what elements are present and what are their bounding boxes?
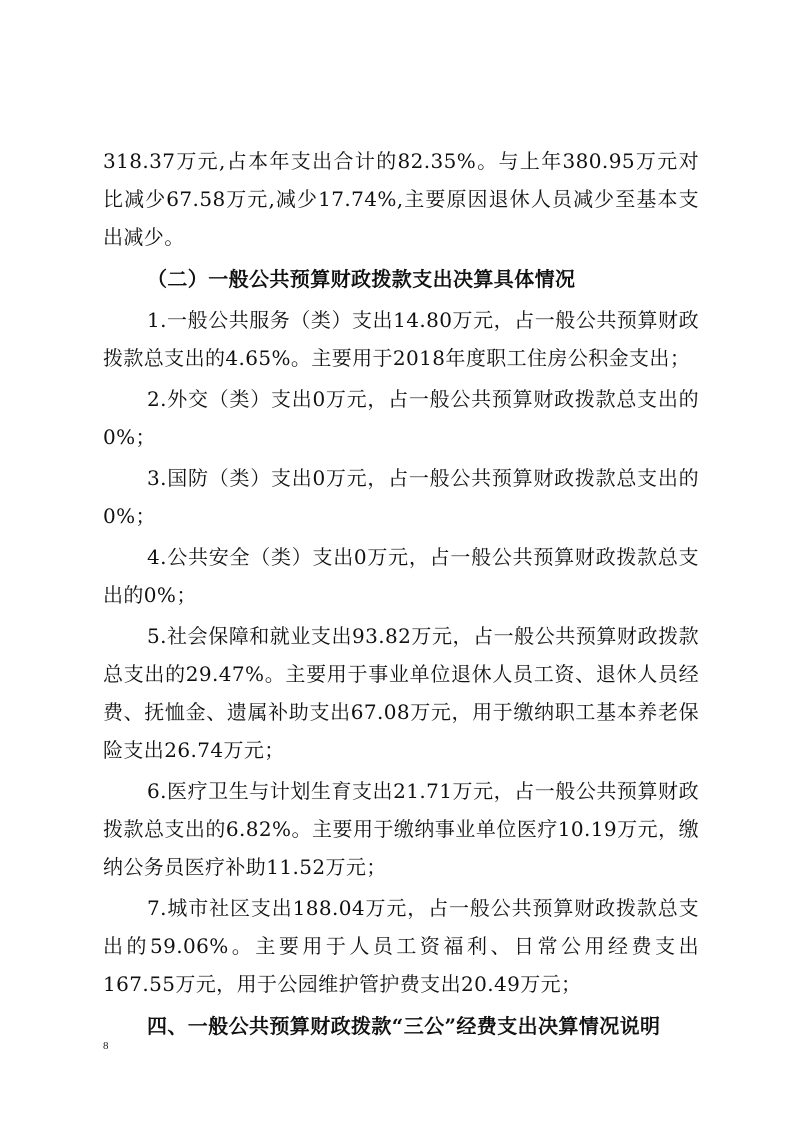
- list-item: 2.外交（类）支出0万元，占一般公共预算财政拨款总支出的0%；: [103, 387, 699, 449]
- list-item: 5.社会保障和就业支出93.82万元，占一般公共预算财政拨款总支出的29.47%。主要用于事业单位退休人员工资、退休人员经费、抚恤金、遗属补助支出67.08万元，用于缴纳职工基本养老保险支出26.74万元；: [103, 624, 699, 762]
- chapter-heading: 四、一般公共预算财政拨款“三公”经费支出决算情况说明: [147, 1014, 661, 1038]
- list-item: 4.公共安全（类）支出0万元，占一般公共预算财政拨款总支出的0%；: [103, 545, 699, 607]
- intro-paragraph: 318.37万元,占本年支出合计的82.35%。与上年380.95万元对比减少67.58万元,减少17.74%,主要原因退休人员减少至基本支出减少。: [103, 149, 699, 249]
- list-item: 1.一般公共服务（类）支出14.80万元，占一般公共预算财政拨款总支出的4.65%。主要用于2018年度职工住房公积金支出；: [103, 308, 699, 370]
- list-item: 7.城市社区支出188.04万元，占一般公共预算财政拨款总支出的59.06%。主要用于人员工资福利、日常公用经费支出167.55万元，用于公园维护管护费支出20.49万元；: [103, 896, 699, 996]
- page-number: 8: [103, 1040, 109, 1052]
- list-item: 6.医疗卫生与计划生育支出21.71万元，占一般公共预算财政拨款总支出的6.82%。主要用于缴纳事业单位医疗10.19万元，缴纳公务员医疗补助11.52万元；: [103, 779, 699, 879]
- list-item: 3.国防（类）支出0万元，占一般公共预算财政拨款总支出的0%；: [103, 466, 699, 528]
- document-body: [103, 142, 699, 1045]
- section-heading: （二）一般公共预算财政拨款支出决算具体情况: [147, 267, 576, 291]
